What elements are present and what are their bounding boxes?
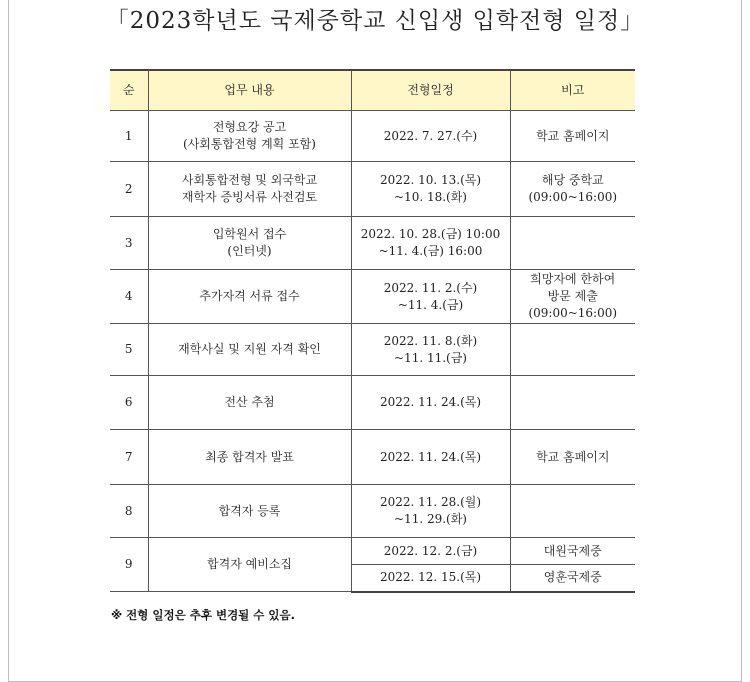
cell-no: 5 bbox=[110, 324, 148, 376]
cell-line: 입학원서 접수 bbox=[212, 227, 287, 241]
cell-line: (09:00~16:00) bbox=[528, 306, 618, 320]
cell-remarks bbox=[510, 270, 635, 324]
cell-remarks bbox=[510, 111, 635, 162]
table-row bbox=[110, 430, 635, 485]
cell-no: 6 bbox=[110, 376, 148, 430]
cell-line: (인터넷) bbox=[227, 244, 272, 258]
cell-line: 2022. 10. 28.(금) 10:00 bbox=[360, 227, 501, 241]
cell-line: 2022. 10. 13.(목) bbox=[379, 173, 482, 187]
cell-schedule bbox=[351, 270, 510, 324]
cell-schedule bbox=[351, 217, 510, 270]
table-header-row bbox=[110, 70, 635, 111]
cell-line: ~11. 29.(화) bbox=[394, 512, 467, 526]
schedule-table bbox=[110, 69, 635, 593]
cell-line: 2022. 11. 2.(수) bbox=[383, 280, 478, 295]
cell-task bbox=[148, 324, 351, 376]
header-schedule: 전형일정 bbox=[351, 70, 510, 111]
cell-schedule bbox=[351, 376, 510, 430]
cell-line: ~10. 18.(화) bbox=[394, 190, 467, 204]
cell-no: 3 bbox=[110, 217, 148, 270]
cell-line: 학교 홈페이지 bbox=[536, 449, 610, 464]
cell-line: (09:00~16:00) bbox=[528, 190, 618, 204]
cell-line: (사회통합전형 계획 포함) bbox=[183, 137, 316, 151]
table-row bbox=[110, 111, 635, 162]
table-row bbox=[110, 538, 635, 565]
cell-line: 최종 합격자 발표 bbox=[205, 449, 294, 464]
cell-no: 8 bbox=[110, 485, 148, 538]
cell-schedule bbox=[351, 111, 510, 162]
cell-line: 학교 홈페이지 bbox=[536, 128, 610, 143]
cell-line: 해당 중학교 bbox=[541, 173, 604, 187]
cell-remarks bbox=[510, 324, 635, 376]
cell-schedule bbox=[351, 485, 510, 538]
cell-remarks bbox=[510, 217, 635, 270]
cell-line: 2022. 11. 24.(목) bbox=[379, 395, 482, 409]
cell-no: 2 bbox=[110, 162, 148, 217]
header-task: 업무 내용 bbox=[148, 70, 351, 111]
cell-task bbox=[148, 217, 351, 270]
cell-task bbox=[148, 485, 351, 538]
cell-no: 1 bbox=[110, 111, 148, 162]
table-row bbox=[110, 485, 635, 538]
cell-no: 7 bbox=[110, 430, 148, 485]
cell-remarks bbox=[510, 485, 635, 538]
cell-line: 추가자격 서류 접수 bbox=[199, 289, 300, 303]
cell-task bbox=[148, 270, 351, 324]
cell-schedule bbox=[351, 430, 510, 485]
footnote: ※ 전형 일정은 추후 변경될 수 있음. bbox=[111, 608, 295, 622]
cell-task bbox=[148, 111, 351, 162]
cell-remarks bbox=[510, 430, 635, 485]
cell-line: 2022. 11. 8.(화) bbox=[383, 333, 478, 348]
cell-no: 4 bbox=[110, 270, 148, 324]
header-remarks: 비고 bbox=[510, 70, 635, 111]
cell-line: 방문 제출 bbox=[547, 289, 598, 303]
cell-line: ~11. 4.(금) 16:00 bbox=[378, 244, 483, 258]
header-no: 순 bbox=[110, 70, 148, 111]
cell-remarks bbox=[510, 376, 635, 430]
cell-line: 희망자에 한하여 bbox=[530, 272, 616, 286]
cell-task bbox=[148, 430, 351, 485]
document-title: 「2023학년도 국제중학교 신입생 입학전형 일정」 bbox=[105, 8, 645, 34]
cell-line: 재학사실 및 지원 자격 확인 bbox=[178, 342, 321, 356]
cell-line: ~11. 11.(금) bbox=[394, 350, 467, 365]
table-row bbox=[110, 324, 635, 376]
cell-line: 2022. 11. 28.(월) bbox=[379, 495, 482, 509]
cell-remarks: 대원국제중 bbox=[510, 538, 635, 565]
cell-line: 2022. 11. 24.(목) bbox=[379, 449, 482, 464]
cell-task: 합격자 예비소집 bbox=[148, 538, 351, 592]
table-row bbox=[110, 217, 635, 270]
cell-line: 2022. 7. 27.(수) bbox=[383, 128, 478, 143]
cell-no: 9 bbox=[110, 538, 148, 592]
cell-line: 사회통합전형 및 외국학교 bbox=[181, 173, 318, 187]
cell-remarks bbox=[510, 162, 635, 217]
cell-remarks: 영훈국제중 bbox=[510, 565, 635, 592]
cell-schedule: 2022. 12. 15.(목) bbox=[351, 565, 510, 592]
cell-line: ~11. 4.(금) bbox=[397, 297, 464, 312]
cell-schedule: 2022. 12. 2.(금) bbox=[351, 538, 510, 565]
cell-task bbox=[148, 376, 351, 430]
cell-line: 재학자 증빙서류 사전검토 bbox=[181, 190, 318, 204]
cell-task bbox=[148, 162, 351, 217]
cell-line: 전형요강 공고 bbox=[212, 120, 287, 134]
cell-schedule bbox=[351, 162, 510, 217]
cell-line: 합격자 등록 bbox=[218, 503, 281, 518]
table-row bbox=[110, 270, 635, 324]
cell-schedule bbox=[351, 324, 510, 376]
table-row bbox=[110, 162, 635, 217]
cell-line: 전산 추첨 bbox=[224, 395, 275, 409]
table-row bbox=[110, 376, 635, 430]
